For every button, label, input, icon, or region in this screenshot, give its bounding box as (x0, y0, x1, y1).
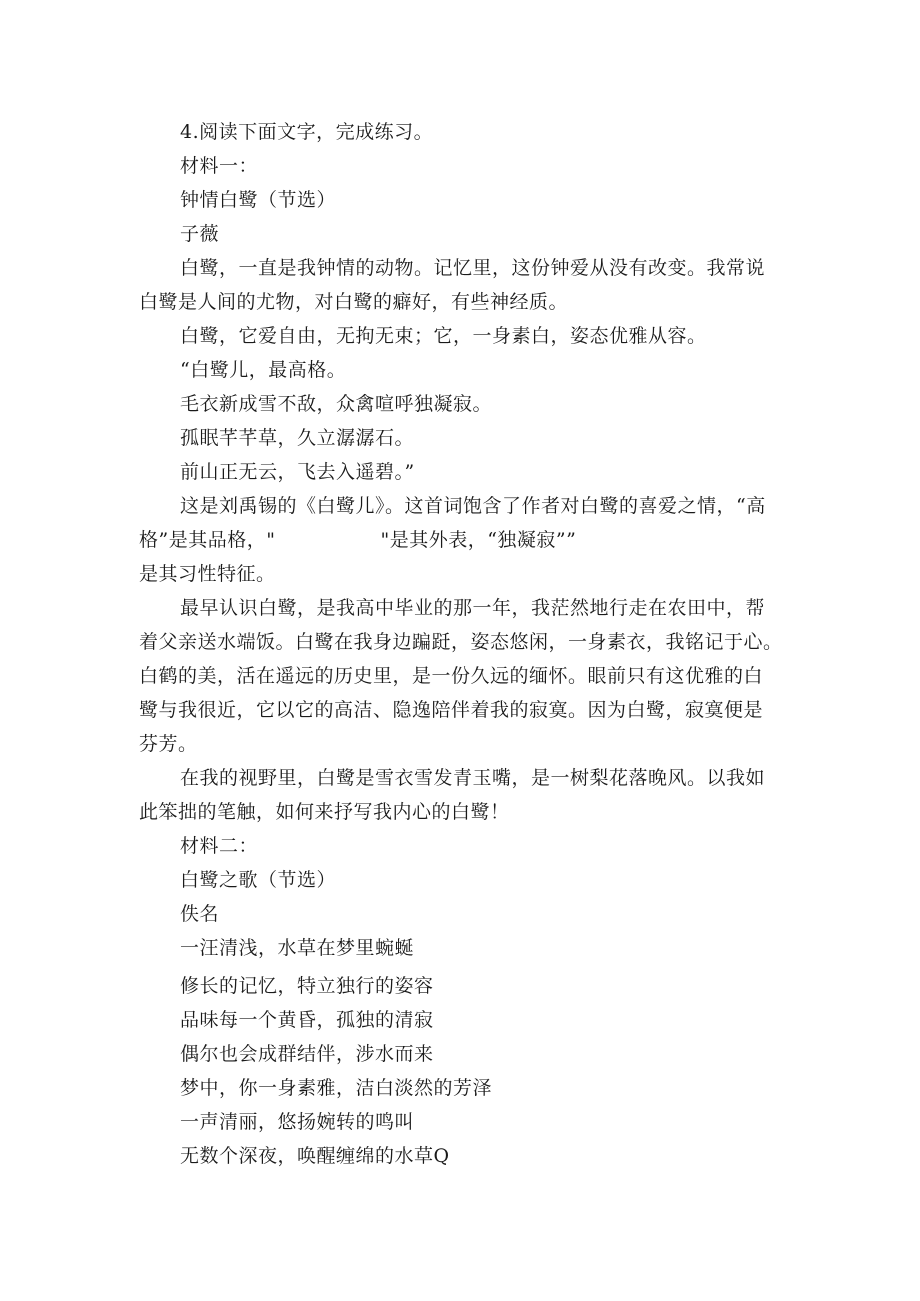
paragraph-line: 白鹭，它爱自由，无拘无束；它，一身素白，姿态优雅从容。 (180, 325, 707, 347)
paragraph-line: 这是刘禹锡的《白鹭儿》。这首词饱含了作者对白鹭的喜爱之情，“高 (180, 495, 766, 517)
material1-label: 材料一： (180, 155, 259, 177)
material1-title: 钟情白鹭（节选） (180, 189, 337, 211)
paragraph-line: 此笨拙的笔触，如何来抒写我内心的白鹭！ (139, 801, 510, 823)
material2-label: 材料二： (180, 835, 259, 857)
paragraph-line-with-blank (139, 528, 576, 552)
paragraph-line: 芬芳。 (139, 733, 198, 755)
poem-line: 修长的记忆，特立独行的姿容 (180, 975, 434, 997)
poem-line: 前山正无云，飞去入遥碧。” (180, 461, 415, 483)
paragraph-line: 鹭与我很近，它以它的高洁、隐逸陪伴着我的寂寞。因为白鹭，寂寞便是 (139, 699, 764, 721)
poem-line: 毛衣新成雪不敌，众禽喧呼独凝寂。 (180, 393, 493, 415)
paragraph-line: 在我的视野里，白鹭是雪衣雪发青玉嘴，是一树梨花落晚风。以我如 (180, 767, 766, 789)
question-heading: 4.阅读下面文字，完成练习。 (180, 121, 434, 143)
poem-line: 一汪清浅，水草在梦里蜿蜒 (180, 937, 415, 959)
poem-line: “白鹭儿，最高格。 (180, 359, 347, 381)
poem-line: 一声清丽，悠扬婉转的鸣叫 (180, 1111, 415, 1133)
paragraph-line: 白鹭，一直是我钟情的动物。记忆里，这份钟爱从没有改变。我常说 (180, 257, 766, 279)
poem-line: 梦中，你一身素雅，洁白淡然的芳泽 (180, 1077, 493, 1099)
poem-line: 品味每一个黄昏，孤独的清寂 (180, 1009, 434, 1031)
paragraph-line: 白鹭是人间的尤物，对白鹭的癖好，有些神经质。 (139, 291, 569, 313)
poem-line: 无数个深夜，唤醒缠绵的水草Q (180, 1145, 450, 1167)
text-before-blank: 格”是其品格，" (139, 529, 276, 551)
material2-author: 佚名 (180, 903, 220, 925)
material2-title: 白鹭之歌（节选） (180, 869, 337, 891)
paragraph-line: 最早认识白鹭，是我高中毕业的那一年，我茫然地行走在农田中，帮 (180, 597, 766, 619)
text-after-blank: "是其外表，“独凝寂”” (380, 529, 577, 551)
poem-line: 孤眠芊芊草，久立潺潺石。 (180, 427, 415, 449)
material1-author: 子薇 (180, 223, 220, 245)
paragraph-line: 是其习性特征。 (139, 563, 276, 585)
poem-line: 偶尔也会成群结伴，涉水而来 (180, 1043, 434, 1065)
paragraph-line: 着父亲送水端饭。白鹭在我身边蹁跹，姿态悠闲，一身素衣，我铭记于心。 (139, 631, 783, 653)
paragraph-line: 白鹤的美，活在遥远的历史里，是一份久远的缅怀。眼前只有这优雅的白 (139, 665, 764, 687)
